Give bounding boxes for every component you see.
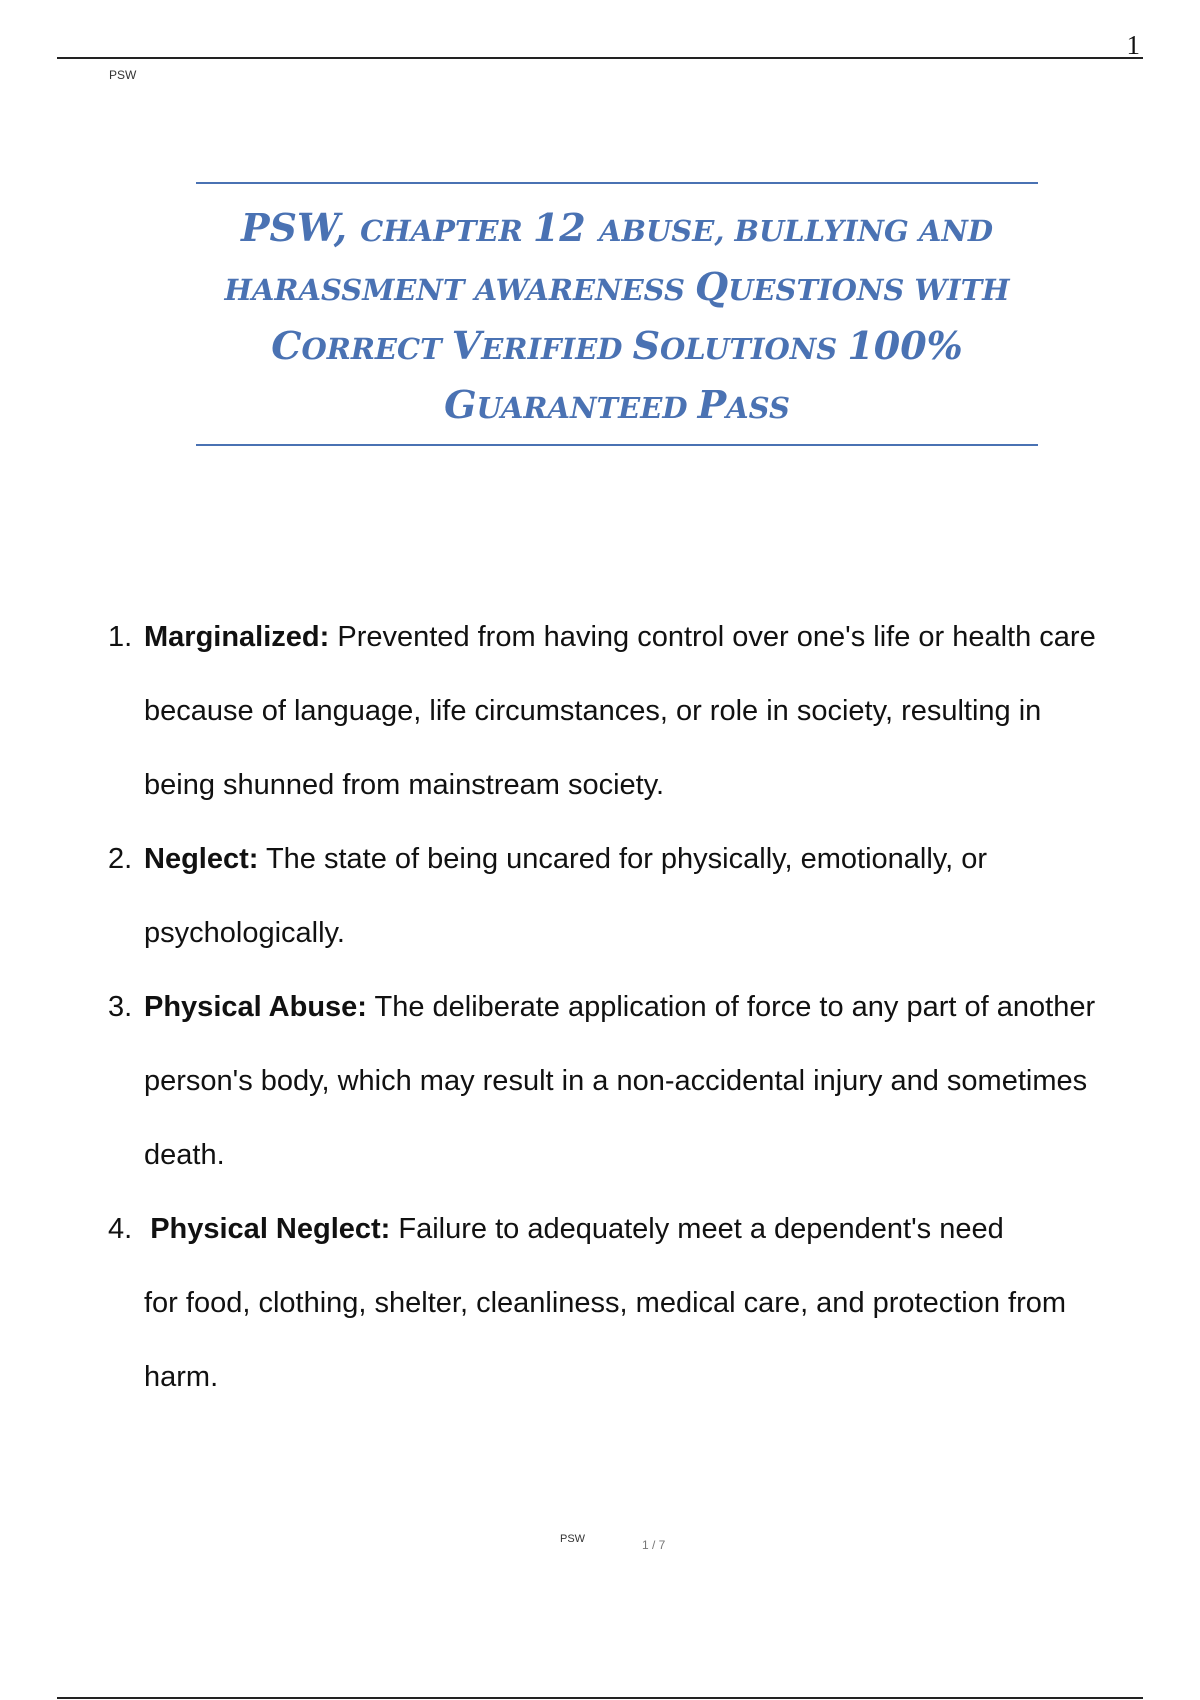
page-indicator: 1 / 7 bbox=[642, 1538, 666, 1552]
definition-list bbox=[108, 600, 1118, 1414]
definition-first-line bbox=[150, 1213, 1004, 1245]
title-line-4: GUARANTEED PASS bbox=[444, 382, 790, 427]
header-rule bbox=[57, 57, 1143, 59]
page-number: 1 bbox=[1126, 30, 1140, 60]
definition-text: Prevented from having control over one's life or health care because of language, life circumstances, or role in society, resulting in being shunned from mainstream society. bbox=[144, 621, 1096, 801]
definition-term: Neglect: bbox=[144, 843, 259, 875]
document-title bbox=[196, 200, 1038, 436]
list-item bbox=[108, 600, 1118, 822]
list-item bbox=[108, 970, 1118, 1192]
definition-text: Failure to adequately meet a dependent's need bbox=[390, 1213, 1004, 1245]
definition-term: Marginalized: bbox=[144, 621, 330, 653]
title-rule-top bbox=[196, 182, 1038, 184]
item-number: 2. bbox=[108, 843, 133, 875]
title-line-3: CORRECT VERIFIED SOLUTIONS 100% bbox=[271, 323, 963, 368]
page-bottom-edge bbox=[57, 1697, 1143, 1699]
header-label: PSW bbox=[109, 68, 137, 82]
item-number: 1. bbox=[108, 621, 133, 653]
title-rule-bottom bbox=[196, 444, 1038, 446]
title-line-1: PSW, CHAPTER 12 ABUSE, BULLYING AND bbox=[240, 205, 994, 250]
list-item bbox=[108, 822, 1118, 970]
definition-text: The deliberate application of force to any part of another person's body, which may result in a non-accidental injury and sometimes death. bbox=[144, 991, 1096, 1171]
item-number: 3. bbox=[108, 991, 133, 1023]
title-line-2: HARASSMENT AWARENESS QUESTIONS WITH bbox=[224, 264, 1010, 309]
item-number: 4. bbox=[108, 1213, 133, 1245]
definition-term: Physical Neglect: bbox=[150, 1213, 391, 1245]
definition-text: The state of being uncared for physically, emotionally, or psychologically. bbox=[144, 843, 988, 949]
footer-label: PSW bbox=[560, 1533, 586, 1545]
definition-text-continued: for food, clothing, shelter, cleanliness, medical care, and protection from harm. bbox=[144, 1287, 1067, 1393]
definition-term: Physical Abuse: bbox=[144, 991, 367, 1023]
list-item bbox=[108, 1192, 1118, 1414]
